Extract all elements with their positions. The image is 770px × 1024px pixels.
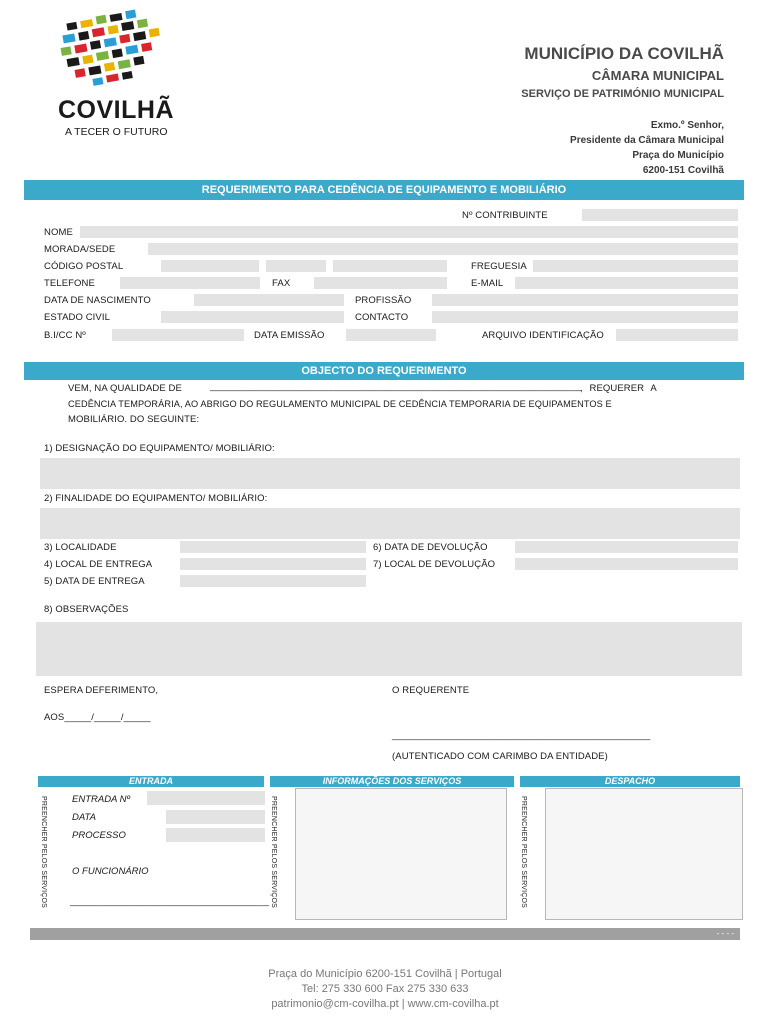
qualidade-blank[interactable]: _____________________________________________________________________ bbox=[210, 381, 582, 392]
local-entrega-field[interactable] bbox=[180, 558, 366, 570]
email-field[interactable] bbox=[515, 277, 738, 289]
localidade-label: 3) LOCALIDADE bbox=[44, 542, 117, 553]
preencher-vertical-1: PREENCHER PELOS SERVIÇOS bbox=[40, 796, 47, 909]
fax-label: FAX bbox=[272, 278, 291, 289]
objecto-line1-b: , REQUERER A bbox=[580, 383, 657, 394]
addressee-line: Presidente da Câmara Municipal bbox=[570, 135, 724, 146]
designacao-field[interactable] bbox=[40, 458, 740, 489]
covilha-logo bbox=[58, 12, 174, 142]
logo-tagline: A TECER O FUTURO bbox=[65, 126, 168, 138]
data-entrega-label: 5) DATA DE ENTREGA bbox=[44, 576, 145, 587]
processo-label: PROCESSO bbox=[72, 830, 126, 841]
finalidade-label: 2) FINALIDADE DO EQUIPAMENTO/ MOBILIÁRIO: bbox=[44, 493, 268, 504]
addressee-line: Praça do Município bbox=[632, 150, 724, 161]
morada-label: MORADA/SEDE bbox=[44, 244, 116, 255]
profissao-field[interactable] bbox=[432, 294, 738, 306]
objecto-line1-a: VEM, NA QUALIDADE DE bbox=[68, 383, 182, 394]
requerente-label: O REQUERENTE bbox=[392, 685, 470, 696]
email-label: E-MAIL bbox=[471, 278, 504, 289]
data-service-field[interactable] bbox=[166, 810, 265, 824]
localidade-postal-field[interactable] bbox=[333, 260, 447, 272]
form-title-bar: REQUERIMENTO PARA CEDÊNCIA DE EQUIPAMENTO E MOBILIÁRIO bbox=[24, 180, 744, 200]
freguesia-label: FREGUESIA bbox=[471, 261, 527, 272]
entrada-n-label: ENTRADA Nº bbox=[72, 794, 131, 805]
estado-civil-label: ESTADO CIVIL bbox=[44, 312, 110, 323]
addressee-line: 6200-151 Covilhã bbox=[642, 165, 724, 176]
bi-field[interactable] bbox=[112, 329, 244, 341]
localidade-field[interactable] bbox=[180, 541, 366, 553]
arquivo-field[interactable] bbox=[616, 329, 738, 341]
despacho-header: DESPACHO bbox=[520, 776, 740, 787]
logo-name: COVILHÃ bbox=[58, 96, 174, 124]
local-devolucao-field[interactable] bbox=[515, 558, 738, 570]
page-divider-bar bbox=[30, 928, 740, 940]
data-devolucao-label: 6) DATA DE DEVOLUÇÃO bbox=[373, 542, 488, 553]
objecto-line2: CEDÊNCIA TEMPORÁRIA, AO ABRIGO DO REGULAMENTO MUNICIPAL DE CEDÊNCIA TEMPORARIA DE EQUIPAMENTOS E bbox=[68, 399, 612, 409]
data-service-label: DATA bbox=[72, 812, 96, 823]
contribuinte-field[interactable] bbox=[582, 209, 738, 221]
data-entrega-field[interactable] bbox=[180, 575, 366, 587]
signature-line[interactable]: ________________________________________________ bbox=[392, 730, 651, 741]
contacto-label: CONTACTO bbox=[355, 312, 409, 323]
bi-label: B.I/CC Nº bbox=[44, 330, 86, 341]
observacoes-label: 8) OBSERVAÇÕES bbox=[44, 604, 129, 615]
estado-civil-field[interactable] bbox=[161, 311, 344, 323]
preencher-vertical-3: PREENCHER PELOS SERVIÇOS bbox=[520, 796, 527, 909]
data-emissao-label: DATA EMISSÃO bbox=[254, 330, 325, 341]
nascimento-label: DATA DE NASCIMENTO bbox=[44, 295, 151, 306]
woven-logo-icon bbox=[58, 12, 168, 94]
nome-label: NOME bbox=[44, 227, 73, 238]
codigo-postal-label: CÓDIGO POSTAL bbox=[44, 261, 124, 272]
header-title: MUNICÍPIO DA COVILHÃ bbox=[524, 44, 724, 63]
data-devolucao-field[interactable] bbox=[515, 541, 738, 553]
footer-phone: Tel: 275 330 600 Fax 275 330 633 bbox=[301, 983, 469, 995]
nascimento-field[interactable] bbox=[194, 294, 344, 306]
footer-address: Praça do Município 6200-151 Covilhã | Portugal bbox=[268, 968, 502, 980]
arquivo-label: ARQUIVO IDENTIFICAÇÃO bbox=[482, 330, 604, 341]
funcionario-signature-line[interactable]: _____________________________________ bbox=[70, 896, 270, 907]
informacoes-box[interactable] bbox=[295, 788, 507, 920]
local-entrega-label: 4) LOCAL DE ENTREGA bbox=[44, 559, 153, 570]
funcionario-label: O FUNCIONÁRIO bbox=[72, 866, 149, 877]
telefone-field[interactable] bbox=[120, 277, 260, 289]
carimbo-text: (AUTENTICADO COM CARIMBO DA ENTIDADE) bbox=[392, 751, 608, 762]
contacto-field[interactable] bbox=[432, 311, 738, 323]
footer-contact: patrimonio@cm-covilha.pt | www.cm-covilha.pt bbox=[271, 998, 499, 1010]
informacoes-header: INFORMAÇÕES DOS SERVIÇOS bbox=[270, 776, 514, 787]
profissao-label: PROFISSÃO bbox=[355, 295, 412, 306]
addressee-line: Exmo.º Senhor, bbox=[650, 120, 724, 131]
data-emissao-field[interactable] bbox=[346, 329, 436, 341]
objecto-line3: MOBILIÁRIO. DO SEGUINTE: bbox=[68, 414, 200, 425]
codigo-postal-field[interactable] bbox=[161, 260, 259, 272]
despacho-box[interactable] bbox=[545, 788, 743, 920]
entrada-header: ENTRADA bbox=[38, 776, 264, 787]
header-service: SERVIÇO DE PATRIMÓNIO MUNICIPAL bbox=[521, 88, 724, 100]
morada-field[interactable] bbox=[148, 243, 738, 255]
telefone-label: TELEFONE bbox=[44, 278, 95, 289]
finalidade-field[interactable] bbox=[40, 508, 740, 539]
header-subtitle: CÂMARA MUNICIPAL bbox=[591, 68, 724, 83]
objecto-bar: OBJECTO DO REQUERIMENTO bbox=[24, 362, 744, 380]
observacoes-field[interactable] bbox=[36, 622, 742, 676]
page-mark: - - - - bbox=[716, 929, 734, 938]
deferimento-text: ESPERA DEFERIMENTO, bbox=[44, 685, 159, 696]
designacao-label: 1) DESIGNAÇÃO DO EQUIPAMENTO/ MOBILIÁRIO: bbox=[44, 443, 275, 454]
preencher-vertical-2: PREENCHER PELOS SERVIÇOS bbox=[270, 796, 277, 909]
codigo-postal-suffix-field[interactable] bbox=[266, 260, 326, 272]
entrada-n-field[interactable] bbox=[147, 791, 265, 805]
nome-field[interactable] bbox=[80, 226, 738, 238]
fax-field[interactable] bbox=[314, 277, 447, 289]
freguesia-field[interactable] bbox=[533, 260, 738, 272]
local-devolucao-label: 7) LOCAL DE DEVOLUÇÃO bbox=[373, 559, 496, 570]
date-line[interactable]: AOS_____/_____/_____ bbox=[44, 712, 151, 723]
processo-field[interactable] bbox=[166, 828, 265, 842]
contribuinte-label: Nº CONTRIBUINTE bbox=[462, 210, 548, 221]
